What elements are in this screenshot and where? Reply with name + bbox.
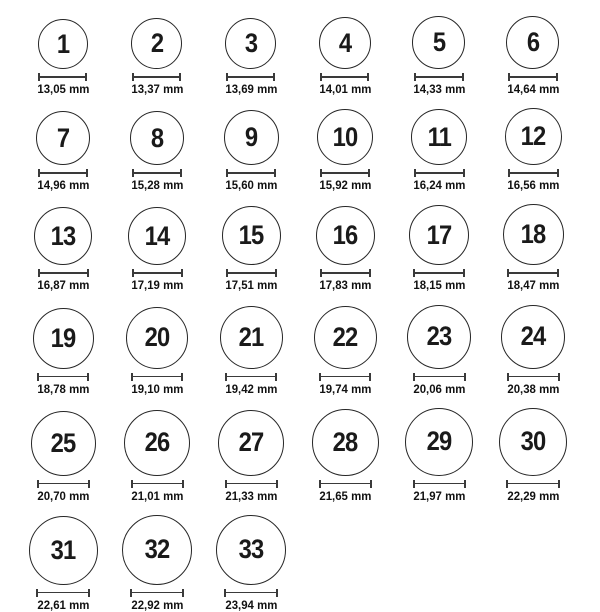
measure-line — [226, 73, 275, 81]
measure-line — [131, 373, 183, 381]
measure-line — [224, 589, 278, 597]
diameter-label: 23,94 mm — [225, 597, 277, 612]
measure-line — [36, 589, 90, 597]
ring-size-cell — [33, 308, 94, 396]
measure-line — [38, 73, 87, 81]
ring-size-cell — [317, 109, 373, 192]
ring-circle — [506, 16, 559, 69]
ring-circle — [36, 111, 90, 165]
ring-circle — [499, 408, 567, 476]
measure-line — [225, 480, 278, 488]
ring-circle — [216, 515, 286, 585]
ring-circle — [124, 410, 190, 476]
measure-line — [508, 169, 559, 177]
diameter-label: 15,28 mm — [131, 178, 183, 193]
measure-line — [413, 480, 466, 488]
diameter-label: 20,06 mm — [413, 381, 465, 396]
diameter-label: 19,10 mm — [131, 381, 183, 396]
ring-size-number: 15 — [238, 220, 264, 251]
measure-line — [413, 373, 466, 381]
diameter-label: 19,42 mm — [225, 381, 277, 396]
ring-size-number: 23 — [426, 321, 452, 352]
measure-line — [320, 169, 370, 177]
ring-size-number: 12 — [520, 121, 546, 152]
diameter-label: 14,33 mm — [413, 82, 465, 96]
ring-size-number: 24 — [520, 321, 546, 352]
ring-circle — [220, 306, 283, 369]
ring-size-cell — [29, 516, 98, 612]
ring-size-number: 2 — [150, 28, 164, 58]
ring-circle — [33, 308, 94, 369]
ring-size-cell — [505, 108, 562, 192]
ring-circle — [130, 111, 184, 165]
ring-circle — [316, 206, 375, 265]
diameter-label: 20,70 mm — [37, 488, 89, 503]
diameter-label: 14,64 mm — [507, 82, 559, 96]
ring-circle — [122, 515, 192, 585]
ring-size-number: 26 — [144, 427, 170, 458]
ring-size-chart — [16, 16, 600, 612]
measure-line — [130, 589, 184, 597]
ring-circle — [128, 207, 186, 265]
ring-circle — [317, 109, 373, 165]
ring-size-cell — [128, 207, 186, 292]
diameter-label: 13,69 mm — [225, 82, 277, 96]
ring-size-cell — [36, 111, 91, 192]
ring-size-number: 6 — [526, 27, 540, 57]
ring-circle — [314, 306, 377, 369]
ring-size-number: 31 — [50, 534, 76, 565]
ring-circle — [224, 110, 279, 165]
diameter-label: 17,51 mm — [225, 278, 277, 293]
ring-size-number: 28 — [332, 426, 358, 457]
ring-size-cell — [222, 206, 281, 292]
ring-circle — [319, 17, 371, 69]
ring-size-cell — [122, 515, 192, 612]
diameter-label: 22,92 mm — [131, 597, 183, 612]
ring-size-cell — [499, 408, 567, 503]
ring-size-number: 29 — [426, 426, 452, 457]
ring-circle — [225, 18, 276, 69]
ring-size-number: 9 — [244, 122, 258, 153]
diameter-label: 18,78 mm — [37, 381, 89, 396]
diameter-label: 22,61 mm — [37, 597, 89, 612]
ring-circle — [31, 411, 96, 476]
ring-size-cell — [34, 207, 92, 292]
ring-size-cell — [220, 306, 283, 396]
measure-line — [319, 480, 372, 488]
ring-size-cell — [218, 410, 284, 503]
diameter-label: 16,24 mm — [413, 178, 465, 193]
ring-size-cell — [130, 111, 185, 192]
measure-line — [506, 480, 560, 488]
ring-circle — [34, 207, 92, 265]
ring-circle — [412, 16, 465, 69]
diameter-label: 14,96 mm — [37, 178, 89, 193]
measure-line — [37, 373, 89, 381]
diameter-label: 17,83 mm — [319, 278, 371, 293]
diameter-label: 15,60 mm — [225, 178, 277, 193]
ring-size-cell — [314, 306, 377, 396]
ring-size-number: 3 — [244, 28, 258, 58]
ring-circle — [38, 19, 88, 69]
ring-size-cell — [36, 19, 91, 96]
ring-size-cell — [405, 408, 473, 503]
ring-size-cell — [407, 305, 471, 396]
ring-size-number: 13 — [50, 220, 76, 251]
ring-size-number: 16 — [332, 220, 358, 251]
ring-size-cell — [412, 16, 467, 96]
ring-size-cell — [130, 18, 185, 96]
ring-size-number: 27 — [238, 427, 264, 458]
diameter-label: 19,74 mm — [319, 381, 371, 396]
diameter-label: 18,47 mm — [507, 278, 559, 293]
ring-size-number: 7 — [56, 122, 70, 153]
diameter-label: 21,33 mm — [225, 488, 277, 503]
measure-line — [131, 480, 184, 488]
diameter-label: 15,92 mm — [319, 178, 371, 193]
ring-circle — [312, 409, 379, 476]
diameter-label: 16,56 mm — [507, 178, 559, 193]
ring-size-number: 14 — [144, 220, 170, 251]
ring-size-cell — [216, 515, 286, 612]
ring-circle — [407, 305, 471, 369]
ring-circle — [126, 307, 188, 369]
diameter-label: 17,19 mm — [131, 278, 183, 293]
ring-circle — [29, 516, 98, 585]
measure-line — [132, 269, 183, 277]
diameter-label: 21,01 mm — [131, 488, 183, 503]
ring-size-number: 18 — [520, 219, 546, 250]
measure-line — [37, 480, 90, 488]
diameter-label: 20,38 mm — [507, 381, 559, 396]
measure-line — [38, 269, 89, 277]
ring-circle — [218, 410, 284, 476]
ring-size-cell — [506, 16, 561, 96]
ring-size-number: 5 — [432, 27, 446, 57]
measure-line — [507, 269, 559, 277]
ring-circle — [411, 109, 467, 165]
diameter-label: 14,01 mm — [319, 82, 371, 96]
ring-size-number: 8 — [150, 122, 164, 153]
ring-size-cell — [318, 17, 373, 96]
ring-size-cell — [409, 205, 469, 292]
ring-circle — [503, 204, 564, 265]
measure-line — [413, 269, 465, 277]
ring-size-number: 21 — [238, 321, 264, 352]
measure-line — [132, 73, 181, 81]
ring-circle — [131, 18, 182, 69]
measure-line — [414, 73, 464, 81]
ring-circle — [409, 205, 469, 265]
ring-size-number: 1 — [56, 28, 70, 59]
ring-size-cell — [411, 109, 467, 192]
ring-size-number: 32 — [144, 534, 170, 565]
ring-size-cell — [316, 206, 375, 292]
ring-size-cell — [501, 305, 565, 396]
measure-line — [226, 169, 276, 177]
ring-size-number: 20 — [144, 322, 170, 353]
measure-line — [38, 169, 88, 177]
ring-size-cell — [224, 110, 279, 192]
diameter-label: 13,05 mm — [37, 82, 89, 96]
ring-size-number: 10 — [332, 121, 358, 152]
ring-size-cell — [126, 307, 188, 396]
ring-circle — [501, 305, 565, 369]
measure-line — [226, 269, 277, 277]
ring-size-number: 22 — [332, 321, 358, 352]
ring-circle — [222, 206, 281, 265]
ring-circle — [405, 408, 473, 476]
ring-size-cell — [503, 204, 564, 292]
ring-size-number: 33 — [238, 534, 264, 565]
diameter-label: 21,97 mm — [413, 488, 465, 503]
ring-size-number: 4 — [338, 27, 352, 58]
ring-size-number: 17 — [426, 219, 452, 250]
measure-line — [225, 373, 277, 381]
ring-size-cell — [224, 18, 279, 96]
measure-line — [320, 73, 369, 81]
ring-size-number: 19 — [50, 322, 76, 353]
ring-circle — [505, 108, 562, 165]
ring-size-number: 25 — [50, 427, 76, 458]
diameter-label: 18,15 mm — [413, 278, 465, 293]
measure-line — [414, 169, 465, 177]
measure-line — [508, 73, 558, 81]
measure-line — [319, 373, 371, 381]
measure-line — [320, 269, 371, 277]
ring-size-number: 30 — [520, 426, 546, 457]
measure-line — [132, 169, 182, 177]
ring-size-number: 11 — [427, 121, 451, 152]
diameter-label: 21,65 mm — [319, 488, 371, 503]
diameter-label: 16,87 mm — [37, 278, 89, 293]
ring-size-cell — [31, 411, 96, 503]
diameter-label: 13,37 mm — [131, 82, 183, 96]
diameter-label: 22,29 mm — [507, 488, 559, 503]
ring-size-cell — [312, 409, 379, 503]
ring-size-cell — [124, 410, 190, 503]
measure-line — [507, 373, 560, 381]
